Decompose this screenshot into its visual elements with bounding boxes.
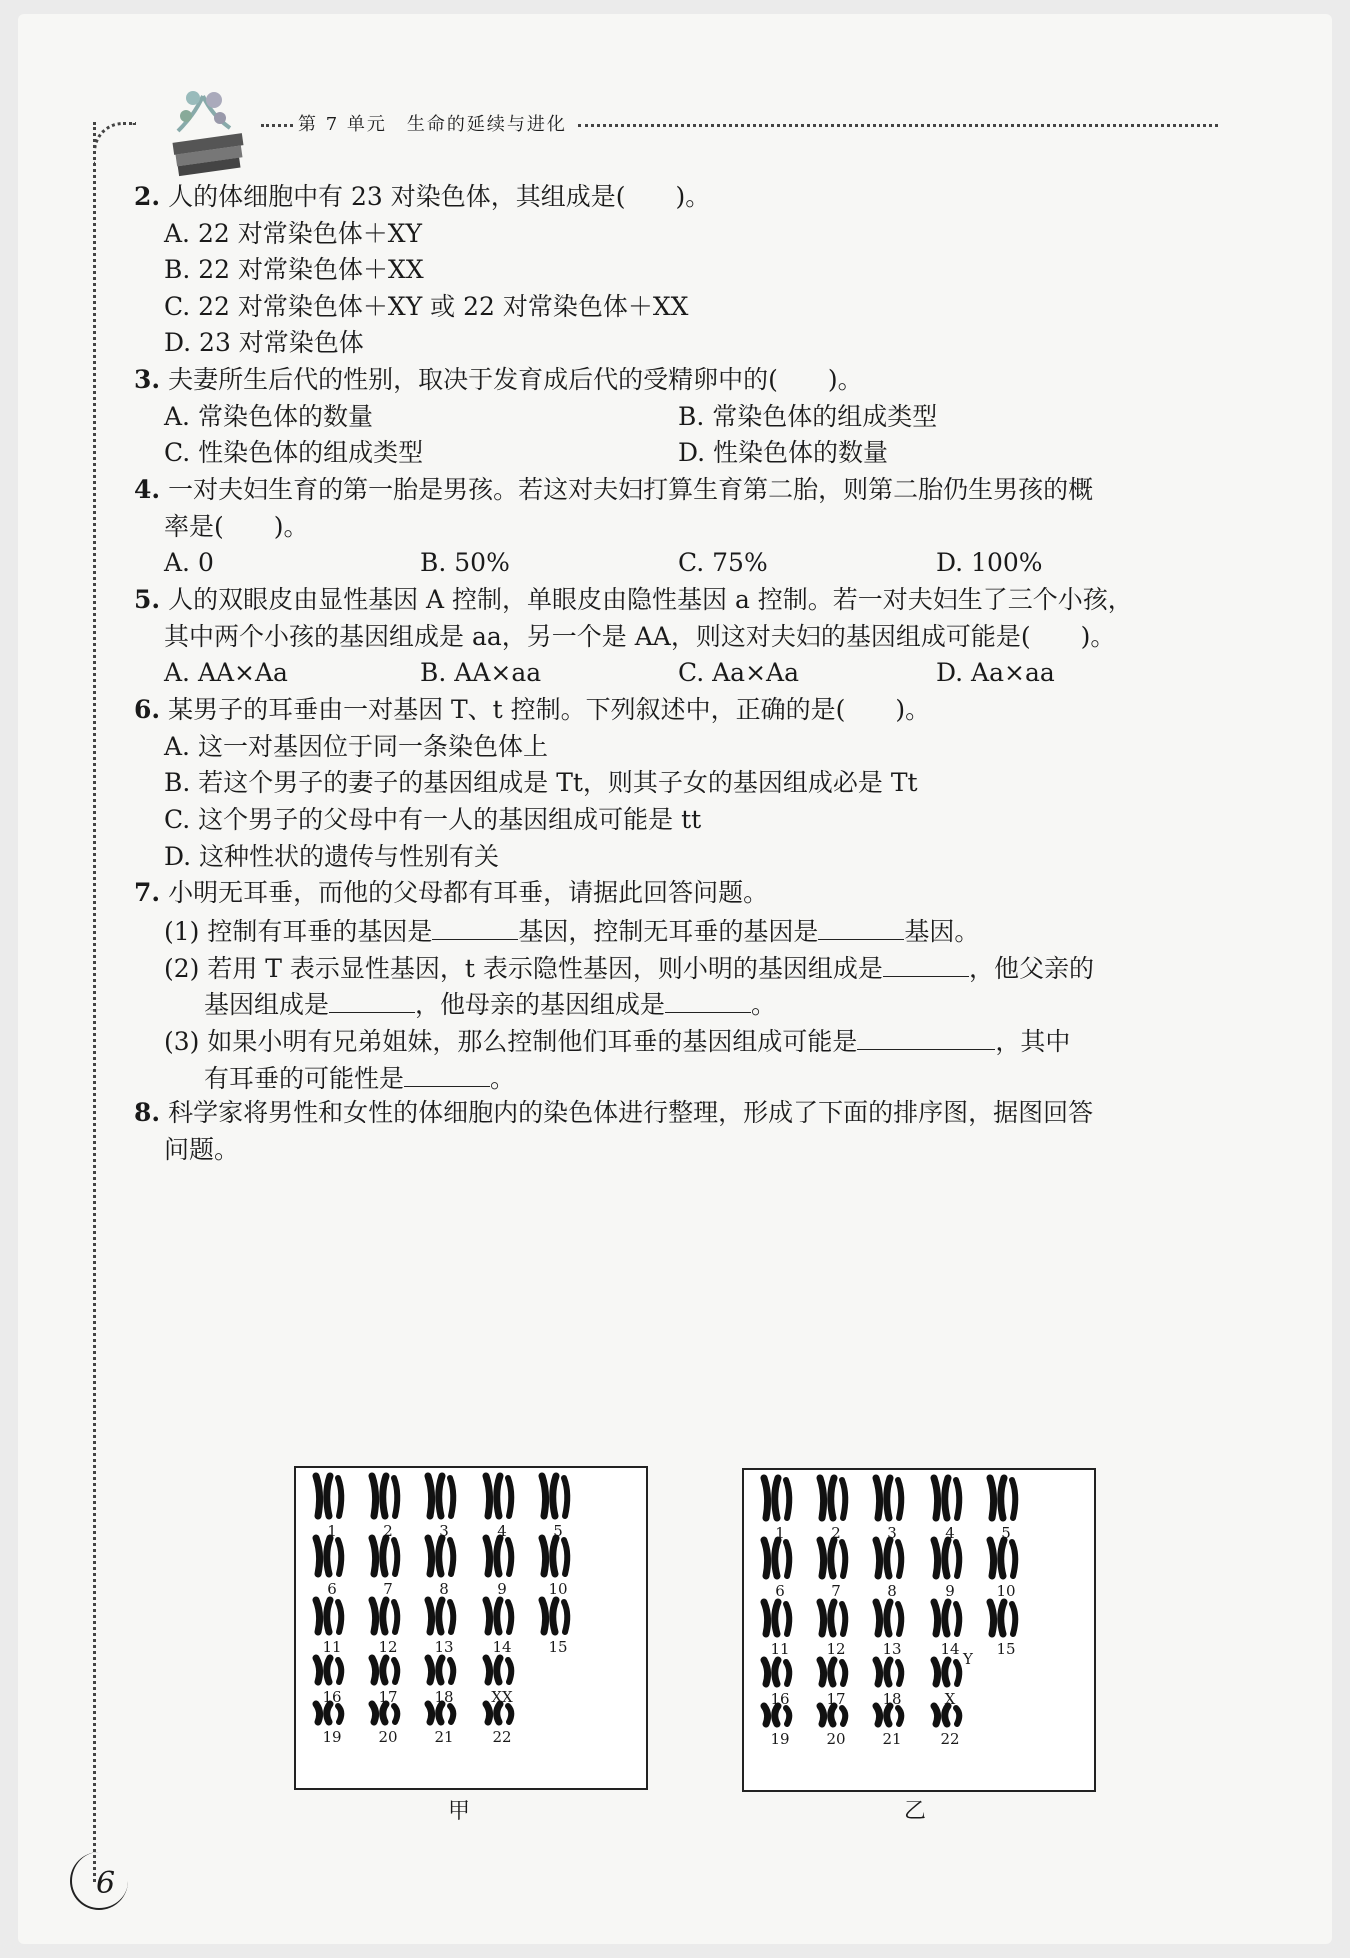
chromosome-5 — [534, 1472, 582, 1520]
chromosome-2 — [812, 1474, 860, 1522]
header-dots-left — [261, 124, 293, 127]
chromosome-label: 6 — [775, 1582, 785, 1600]
q5-option-a: A. AA×Aa — [164, 658, 288, 687]
chromosome-label: 9 — [945, 1582, 955, 1600]
chromosome-4 — [478, 1472, 526, 1520]
figure-caption-jia: 甲 — [448, 1799, 471, 1824]
chromosome-label: 10 — [548, 1580, 568, 1598]
chromosome-label: 18 — [434, 1688, 454, 1706]
chromosome-label: 15 — [996, 1640, 1016, 1658]
q4-option-a: A. 0 — [164, 548, 214, 577]
q7-part-2-cont: 基因组成是 ，他母亲的基因组成是 。 — [204, 986, 776, 1022]
chromosome-12 — [812, 1590, 860, 1638]
question-6-stem: 6. 某男子的耳垂由一对基因 T、t 控制。下列叙述中，正确的是( )。 — [134, 695, 931, 724]
chromosome-label: X — [944, 1690, 956, 1708]
chromosome-label: 4 — [945, 1524, 955, 1542]
question-7-stem: 7. 小明无耳垂，而他的父母都有耳垂，请据此回答问题。 — [134, 878, 769, 907]
chromosome-label: 14 — [492, 1638, 512, 1656]
question-5-stem-cont: 其中两个小孩的基因组成是 aa，另一个是 AA，则这对夫妇的基因组成可能是( )。 — [164, 622, 1116, 651]
chromosome-label: 16 — [322, 1688, 342, 1706]
q7-part-1: (1) 控制有耳垂的基因是 基因，控制无耳垂的基因是 基因。 — [164, 913, 979, 949]
chromosome-12 — [364, 1588, 412, 1636]
q7-part-3-cont: 有耳垂的可能性是 。 — [204, 1060, 515, 1096]
chromosome-label: 13 — [882, 1640, 902, 1658]
q5-option-c: C. Aa×Aa — [678, 658, 799, 687]
book-logo-icon — [148, 76, 258, 186]
chromosome-11 — [308, 1588, 356, 1636]
q2-option-c: C. 22 对常染色体＋XY 或 22 对常染色体＋XX — [164, 292, 689, 321]
chromosome-label: 19 — [322, 1728, 342, 1746]
answer-blank[interactable] — [432, 913, 518, 940]
chromosome-label: 15 — [548, 1638, 568, 1656]
chromosome-6 — [756, 1532, 804, 1580]
chromosome-4 — [926, 1474, 974, 1522]
chromosome-9 — [926, 1532, 974, 1580]
page-header — [148, 104, 1228, 144]
q2-option-d: D. 23 对常染色体 — [164, 328, 364, 357]
question-5-stem: 5. 人的双眼皮由显性基因 A 控制，单眼皮由隐性基因 a 控制。若一对夫妇生了三个小孩， — [134, 585, 1133, 614]
q7-part-2: (2) 若用 T 表示显性基因，t 表示隐性基因，则小明的基因组成是 ，他父亲的 — [164, 950, 1094, 986]
header-dots-right — [578, 124, 1218, 127]
q4-option-d: D. 100% — [936, 548, 1043, 577]
chromosome-1 — [756, 1474, 804, 1522]
chromosome-21 — [420, 1678, 468, 1726]
chromosome-label: 5 — [1001, 1524, 1011, 1542]
q4-option-c: C. 75% — [678, 548, 768, 577]
chromosome-21 — [868, 1680, 916, 1728]
chromosome-2 — [364, 1472, 412, 1520]
chromosome-label: 17 — [826, 1690, 846, 1708]
q6-option-c: C. 这个男子的父母中有一人的基因组成可能是 tt — [164, 805, 702, 834]
answer-blank[interactable] — [329, 986, 415, 1013]
chromosome-20 — [364, 1678, 412, 1726]
karyotype-figure-jia — [294, 1466, 648, 1790]
chromosome-13 — [420, 1588, 468, 1636]
question-8-stem: 8. 科学家将男性和女性的体细胞内的染色体进行整理，形成了下面的排序图，据图回答 — [134, 1098, 1094, 1127]
q3-option-a: A. 常染色体的数量 — [164, 402, 373, 431]
q4-option-b: B. 50% — [420, 548, 510, 577]
q2-option-a: A. 22 对常染色体＋XY — [164, 219, 423, 248]
chromosome-label: 11 — [322, 1638, 342, 1656]
chromosome-9 — [478, 1530, 526, 1578]
chromosome-label: 14 — [940, 1640, 960, 1658]
page-number-badge — [70, 1852, 130, 1912]
chromosome-label: 1 — [327, 1522, 337, 1540]
chromosome-label: 9 — [497, 1580, 507, 1598]
q2-option-b: B. 22 对常染色体＋XX — [164, 255, 424, 284]
left-dotted-border — [93, 122, 96, 1882]
question-8-stem-cont: 问题。 — [164, 1135, 240, 1164]
q5-option-d: D. Aa×aa — [936, 658, 1055, 687]
chromosome-label: 12 — [378, 1638, 398, 1656]
chromosome-11 — [756, 1590, 804, 1638]
q6-option-d: D. 这种性状的遗传与性别有关 — [164, 842, 500, 871]
page — [18, 14, 1332, 1944]
chromosome-label: 5 — [553, 1522, 563, 1540]
chromosome-label: XX — [491, 1688, 513, 1706]
chromosome-8 — [420, 1530, 468, 1578]
chromosome-label: Y — [963, 1650, 973, 1668]
chromosome-19 — [756, 1680, 804, 1728]
karyotype-figure-yi — [742, 1468, 1096, 1792]
chromosome-5 — [982, 1474, 1030, 1522]
figure-caption-yi: 乙 — [904, 1799, 927, 1824]
q5-option-b: B. AA×aa — [420, 658, 542, 687]
chromosome-label: 21 — [434, 1728, 454, 1746]
chromosome-15 — [534, 1588, 582, 1636]
q3-option-c: C. 性染色体的组成类型 — [164, 438, 424, 467]
answer-blank[interactable] — [857, 1023, 995, 1050]
answer-blank[interactable] — [818, 913, 904, 940]
question-4-stem: 4. 一对夫妇生育的第一胎是男孩。若这对夫妇打算生育第二胎，则第二胎仍生男孩的概 — [134, 475, 1094, 504]
chromosome-label: 22 — [492, 1728, 512, 1746]
chromosome-14 — [478, 1588, 526, 1636]
chromosome-7 — [812, 1532, 860, 1580]
chromosome-label: 20 — [826, 1730, 846, 1748]
chromosome-label: 12 — [826, 1640, 846, 1658]
chromosome-15 — [982, 1590, 1030, 1638]
chromosome-label: 10 — [996, 1582, 1016, 1600]
q3-option-b: B. 常染色体的组成类型 — [678, 402, 938, 431]
chromosome-label: 17 — [378, 1688, 398, 1706]
chromosome-label: 16 — [770, 1690, 790, 1708]
chromosome-label: 19 — [770, 1730, 790, 1748]
chromosome-6 — [308, 1530, 356, 1578]
chromosome-label: 7 — [383, 1580, 393, 1598]
chromosome-1 — [308, 1472, 356, 1520]
q7-part-3: (3) 如果小明有兄弟姐妹，那么控制他们耳垂的基因组成可能是 ，其中 — [164, 1023, 1070, 1059]
chromosome-10 — [534, 1530, 582, 1578]
chromosome-label: 18 — [882, 1690, 902, 1708]
chromosome-22 — [478, 1678, 526, 1726]
question-4-stem-cont: 率是( )。 — [164, 512, 309, 541]
answer-blank[interactable] — [665, 986, 751, 1013]
q3-option-d: D. 性染色体的数量 — [678, 438, 889, 467]
chromosome-label: 13 — [434, 1638, 454, 1656]
answer-blank[interactable] — [404, 1060, 490, 1087]
chromosome-label: 2 — [831, 1524, 841, 1542]
q6-option-a: A. 这一对基因位于同一条染色体上 — [164, 732, 548, 761]
chromosome-label: 20 — [378, 1728, 398, 1746]
chromosome-22 — [926, 1680, 974, 1728]
chromosome-label: 21 — [882, 1730, 902, 1748]
question-2-stem: 2. 人的体细胞中有 23 对染色体，其组成是( )。 — [134, 182, 711, 211]
border-corner — [93, 122, 136, 165]
chromosome-label: 8 — [887, 1582, 897, 1600]
page-number: 6 — [96, 1866, 116, 1901]
chromosome-10 — [982, 1532, 1030, 1580]
chromosome-label: 3 — [887, 1524, 897, 1542]
chromosome-8 — [868, 1532, 916, 1580]
chromosome-label: 3 — [439, 1522, 449, 1540]
chromosome-13 — [868, 1590, 916, 1638]
chromosome-label: 8 — [439, 1580, 449, 1598]
chromosome-label: 22 — [940, 1730, 960, 1748]
chromosome-3 — [420, 1472, 468, 1520]
chromosome-20 — [812, 1680, 860, 1728]
answer-blank[interactable] — [883, 950, 969, 977]
chromosome-label: 2 — [383, 1522, 393, 1540]
chromosome-label: 1 — [775, 1524, 785, 1542]
q6-option-b: B. 若这个男子的妻子的基因组成是 Tt，则其子女的基因组成必是 Tt — [164, 768, 918, 797]
chromosome-14 — [926, 1590, 974, 1638]
chromosome-3 — [868, 1474, 916, 1522]
chromosome-label: 7 — [831, 1582, 841, 1600]
chromosome-19 — [308, 1678, 356, 1726]
question-3-stem: 3. 夫妻所生后代的性别，取决于发育成后代的受精卵中的( )。 — [134, 365, 863, 394]
chromosome-label: 11 — [770, 1640, 790, 1658]
chromosome-7 — [364, 1530, 412, 1578]
chromosome-label: 4 — [497, 1522, 507, 1540]
chromosome-label: 6 — [327, 1580, 337, 1598]
header-title: 第 7 单元 生命的延续与进化 — [298, 114, 567, 135]
